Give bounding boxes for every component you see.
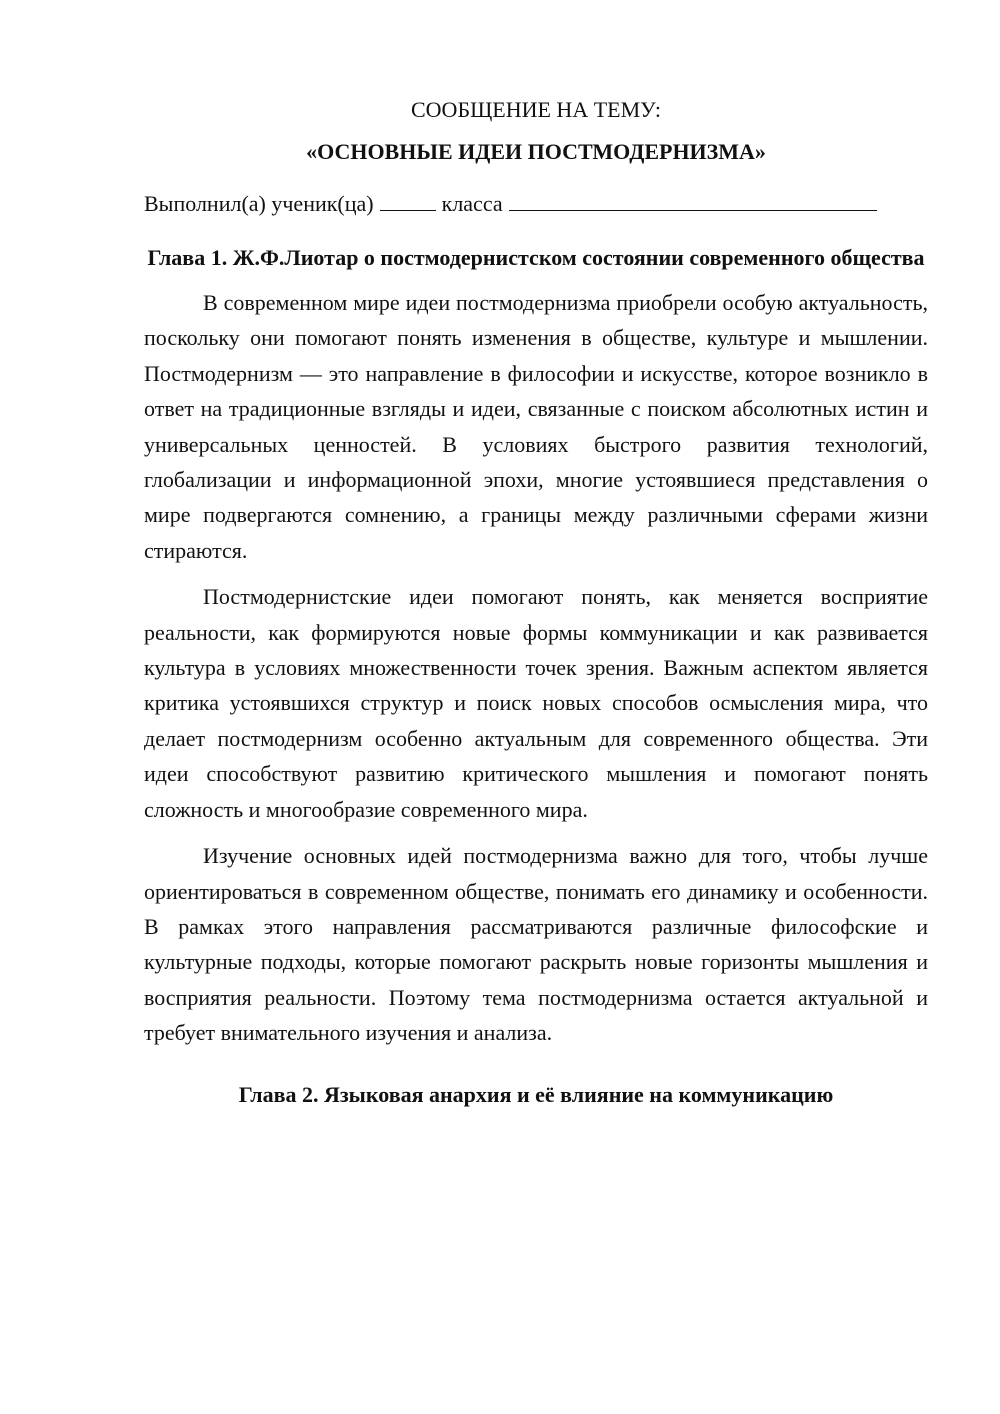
document-title-line-2: «ОСНОВНЫЕ ИДЕИ ПОСТМОДЕРНИЗМА» bbox=[306, 139, 766, 164]
document-title-line-1: СООБЩЕНИЕ НА ТЕМУ: bbox=[411, 97, 661, 122]
author-line bbox=[144, 188, 928, 220]
document-page bbox=[144, 94, 928, 1122]
chapter-2-heading: Глава 2. Языковая анархия и её влияние на коммуникацию bbox=[238, 1081, 834, 1107]
paragraph-2: Постмодернистские идеи помогают понять, как меняется восприятие реальности, как формируются новые формы коммуникации и как развивается культура в условиях множественности точек зрения. Важным аспектом является критика устоявшихся структур и поиск новых способов осмысления мира, что делает постмодернизм особенно актуальным для современного общества. Эти идеи способствуют развитию критического мышления и помогают понять сложность и многообразие современного мира. bbox=[144, 584, 928, 822]
chapter-1-heading: Глава 1. Ж.Ф.Лиотар о постмодернистском состоянии современного общества bbox=[147, 245, 925, 270]
paragraph-3: Изучение основных идей постмодернизма важно для того, чтобы лучше ориентироваться в современном обществе, понимать его динамику и особенности. В рамках этого направления рассматриваются различные философские и культурные подходы, которые помогают раскрыть новые горизонты мышления и восприятия реальности. Поэтому тема постмодернизма остается актуальной и требует внимательного изучения и анализа. bbox=[144, 843, 928, 1046]
author-prefix: Выполнил(а) ученик(ца) bbox=[144, 191, 374, 216]
paragraph-1: В современном мире идеи постмодернизма приобрели особую актуальность, поскольку они помогают понять изменения в обществе, культуре и мышлении. Постмодернизм — это направление в философии и искусстве, которое возникло в ответ на традиционные взгляды и идеи, связанные с поиском абсолютных истин и универсальных ценностей. В условиях быстрого развития технологий, глобализации и информационной эпохи, многие устоявшиеся представления о мире подвергаются сомнению, а границы между различными сферами жизни стираются. bbox=[144, 290, 928, 563]
student-name-blank bbox=[509, 188, 877, 211]
class-number-blank bbox=[380, 188, 436, 211]
author-class-label: класса bbox=[441, 191, 503, 216]
